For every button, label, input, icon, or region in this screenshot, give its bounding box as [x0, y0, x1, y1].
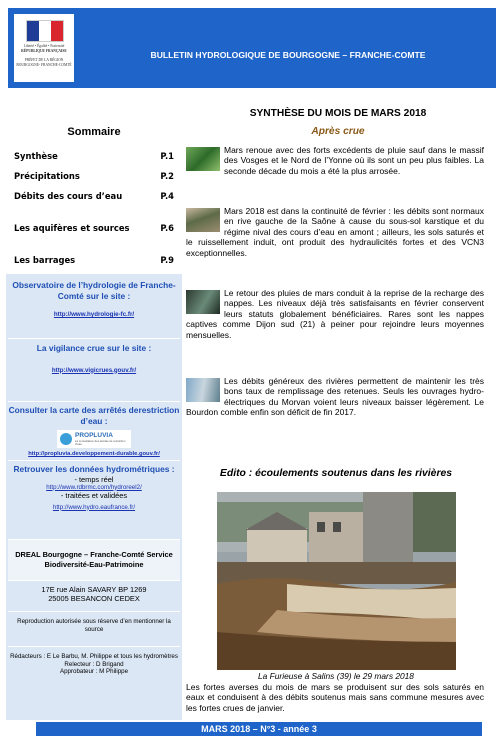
prefecture-logo — [14, 14, 74, 82]
observatoire-title: Observatoire de l’hydrologie de Franche-Comté sur le site : — [12, 280, 176, 301]
observatoire-link[interactable]: http://www.hydrologie-fc.fr/ — [53, 311, 135, 318]
dam-photo-icon — [186, 378, 220, 402]
vigilance-box — [8, 339, 180, 402]
synthese-title: SYNTHÈSE DU MOIS DE MARS 2018 — [249, 108, 427, 119]
aquifer-photo-icon — [186, 290, 220, 314]
paragraph-precipitations: Mars renoue avec des forts excédents de pluie sauf dans le massif des Vosges et le Nord de l’Yonne où ils sont un peu plus faibles. La seconde décade du mois a été la plus arrosée. — [186, 145, 484, 176]
donnees-title: Retrouver les données hydrométriques : — [13, 464, 175, 474]
edito-title: Edito : écoulements soutenus dans les rivières — [219, 468, 453, 479]
dreal-box — [8, 540, 180, 581]
redacteurs: Rédacteurs : E Le Barbu, M. Philippe et tous les hydromètres — [10, 653, 178, 660]
propluvia-link[interactable]: http://propluvia.developpement-durable.gouv.fr/ — [28, 451, 160, 457]
temps-reel-label: - temps réel — [74, 474, 114, 484]
address-line1: 17E rue Alain SAVARY BP 1269 — [41, 585, 147, 594]
rain-photo-icon — [186, 147, 220, 171]
droplet-icon — [60, 433, 72, 445]
flood-photo-illustration — [217, 492, 456, 670]
observatoire-box — [8, 276, 180, 339]
paragraph-barrages: Les débits généreux des rivières permettent de maintenir les très bons taux de remplissage des retenues. Seuls les ouvrages hydro-électriques du Morvan voient leurs niveaux baisser légèrement. Le Bourdon comble enfin son déficit de fin 2017. — [186, 376, 484, 418]
address-line2: 25005 BESANCON CEDEX — [48, 594, 140, 603]
edito-text: Les fortes averses du mois de mars se produisent sur des sols saturés en eaux et conduisent à des débits soutenus mais sans commune mesures avec les fortes crues de janvier. — [186, 682, 484, 713]
sommaire: Sommaire Synthèse P.1 Précipitations P.2 Débits des cours d’eau P.4 Les aquifères et sources P.6 Les barrages P.9 — [6, 116, 182, 274]
photo-caption: La Furieuse à Salins (39) le 29 mars 2018 — [258, 671, 414, 681]
approbateur: Approbateur : M Philippe — [59, 668, 129, 676]
footer-issue: MARS 2018 – N°3 - année 3 — [36, 722, 482, 736]
propluvia-logo[interactable]: PROPLUVIA La consultation des arrêtés de restriction d’eau — [57, 430, 131, 448]
river-photo-icon — [186, 208, 220, 232]
marianne-flag-icon — [26, 20, 64, 42]
relecteur: Relecteur : D Brigand — [64, 660, 124, 668]
dreal-title: DREAL Bourgogne – Franche-Comté Service Biodiversité-Eau-Patrimoine — [15, 550, 173, 569]
arretes-box — [8, 402, 180, 461]
redacteurs-box — [8, 647, 180, 697]
sommaire-title: Sommaire — [67, 126, 121, 138]
header-banner — [8, 8, 496, 88]
paragraph-debits: Mars 2018 est dans la continuité de février : les débits sont normaux en rive gauche de la Saône à cause du sous-sol karstique et du régime nival des cours d’eau en amont ; ailleurs, les sols saturés et le ruissellement induit, ont produit des hydraulicités fortes et des VCN3 exceptionnelles. — [186, 206, 484, 258]
reproduction-box — [8, 612, 180, 647]
reproduction-note: Reproduction autorisée sous réserve d’en mentionner la source — [17, 618, 171, 633]
address-box — [8, 581, 180, 612]
rdbrmc-link[interactable]: http://www.rdbrmc.com/hydroreel2/ — [46, 483, 142, 491]
hydro-eaufrance-link[interactable]: http://www.hydro.eaufrance.fr/ — [52, 503, 136, 511]
river-photo — [217, 492, 456, 670]
section-subtitle: Après crue — [311, 126, 365, 137]
bulletin-title: BULLETIN HYDROLOGIQUE DE BOURGOGNE – FRANCHE-COMTE — [150, 50, 426, 60]
donnees-box — [8, 461, 180, 540]
traitees-label: - traitées et validées — [60, 490, 128, 500]
logo-prefect: PRÉFET DE LA RÉGION BOURGOGNE- FRANCHE-COMTÉ — [16, 58, 72, 67]
paragraph-nappes: Le retour des pluies de mars conduit à la reprise de la recharge des nappes. Les niveaux déjà très satisfaisants en février conservent leurs statuts globalement bénéficiaires. Rares sont les nappes captives comme Dijon sud (21) à peiner pour rejoindre leurs moyennes mensuelles. — [186, 288, 484, 340]
logo-motto: Liberté • Égalité • Fraternité RÉPUBLIQUE FRANÇAISE — [21, 44, 67, 53]
vigilance-title: La vigilance crue sur le site : — [36, 343, 152, 353]
vigicrues-link[interactable]: http://www.vigicrues.gouv.fr/ — [51, 366, 137, 374]
arretes-title: Consulter la carte des arrêtés derestriction d’eau : — [8, 405, 180, 426]
sidebar — [6, 116, 182, 720]
